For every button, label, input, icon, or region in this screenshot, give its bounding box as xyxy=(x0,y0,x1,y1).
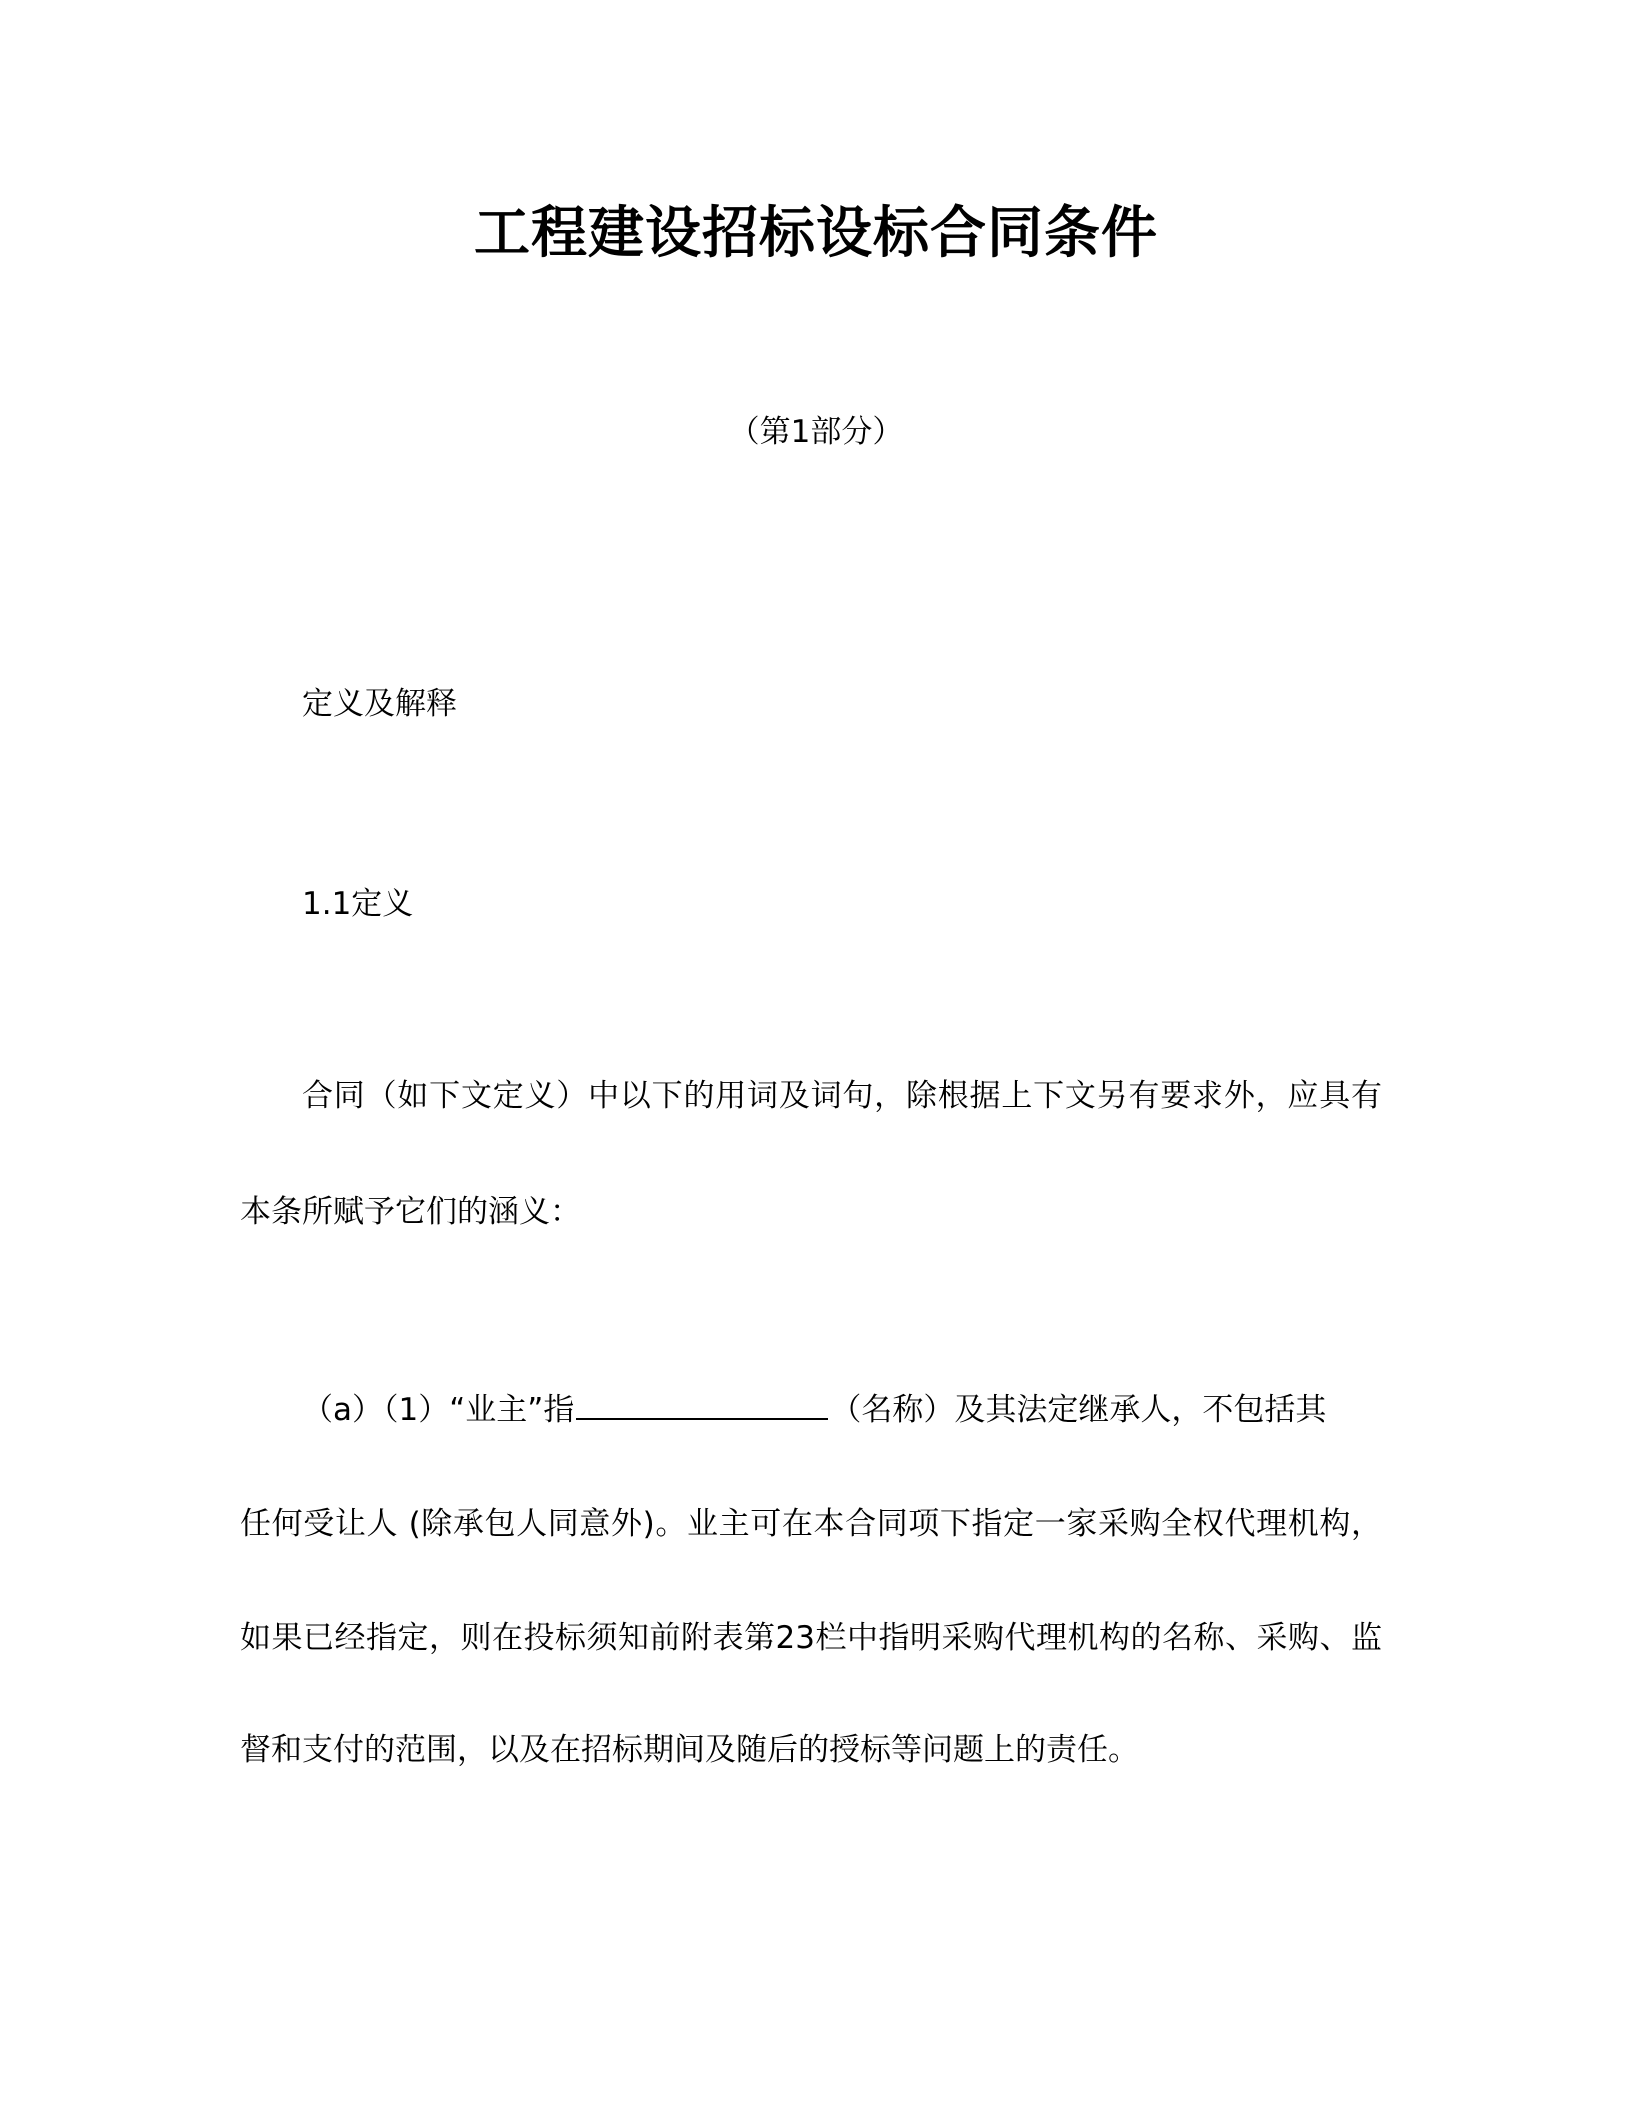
section-heading: 定义及解释 xyxy=(302,686,457,722)
paragraph2-line3: 如果已经指定，则在投标须知前附表第23栏中指明采购代理机构的名称、采购、监 xyxy=(240,1620,1382,1656)
paragraph1-line2: 本条所赋予它们的涵义： xyxy=(240,1194,581,1230)
document-subtitle: （第1部分） xyxy=(728,414,904,450)
document-title: 工程建设招标设标合同条件 xyxy=(474,201,1158,266)
subsection-heading: 1.1定义 xyxy=(302,886,414,922)
paragraph2-line4: 督和支付的范围，以及在招标期间及随后的授标等问题上的责任。 xyxy=(240,1732,1139,1768)
owner-name-blank[interactable] xyxy=(576,1390,828,1420)
paragraph2-line2: 任何受让人 (除承包人同意外)。业主可在本合同项下指定一家采购全权代理机构， xyxy=(240,1506,1382,1542)
owner-definition-prefix: （a）（1）“业主”指 xyxy=(302,1392,575,1428)
paragraph2-line1 xyxy=(302,1388,1326,1432)
paragraph1-line1: 合同（如下文定义）中以下的用词及词句，除根据上下文另有要求外，应具有 xyxy=(302,1078,1382,1114)
owner-definition-suffix: （名称）及其法定继承人，不包括其 xyxy=(830,1392,1327,1428)
